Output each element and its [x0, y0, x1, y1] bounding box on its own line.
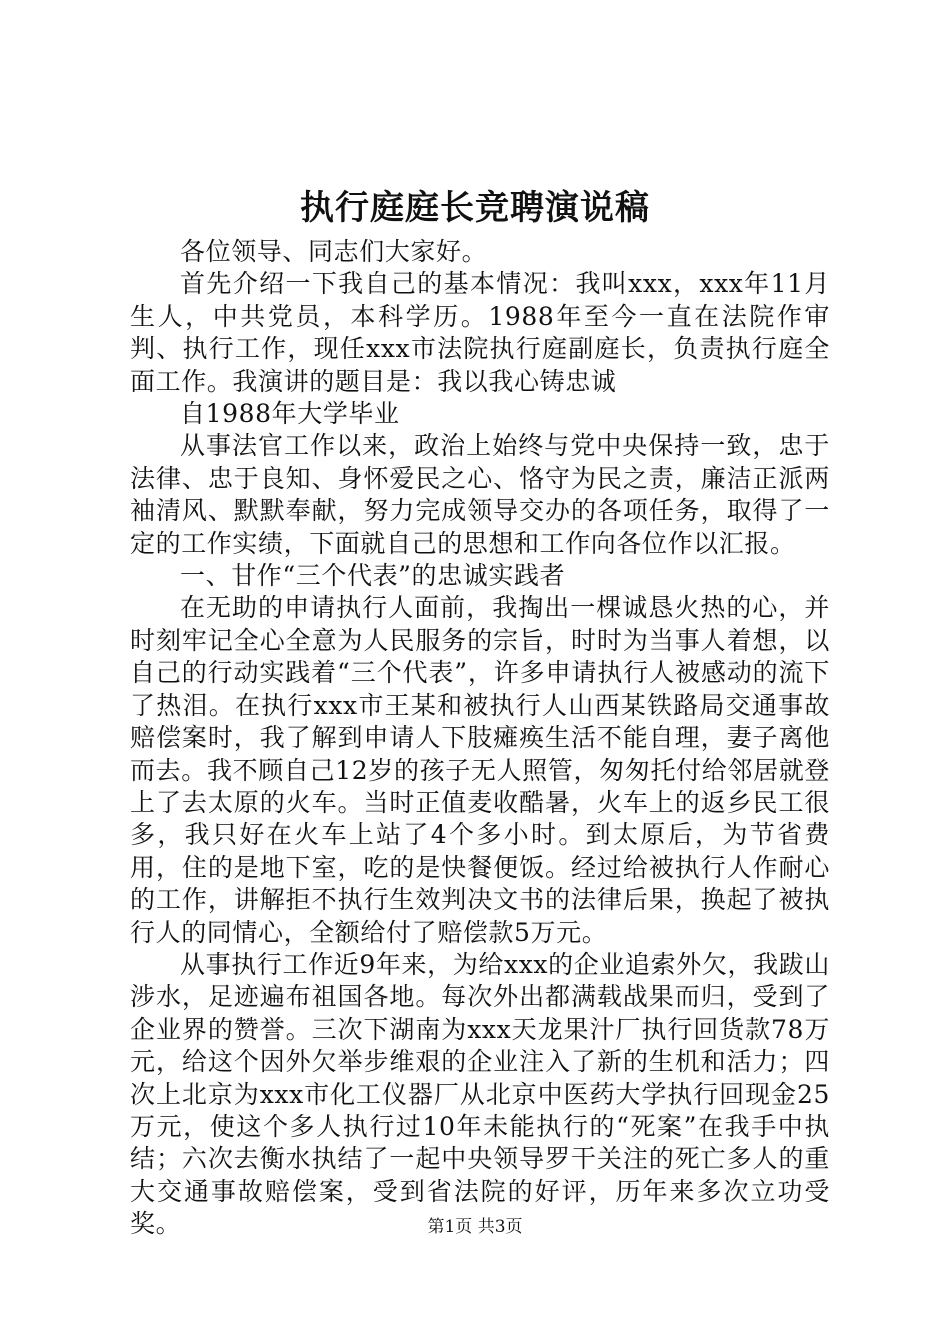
- paragraph-self-introduction: 首先介绍一下我自己的基本情况：我叫xxx，xxx年11月生人，中共党员，本科学历。1988年至今一直在法院作审判、执行工作，现任xxx市法院执行庭副庭长，负责执行庭全面工作。我演讲的题目是：我以我心铸忠诚: [130, 269, 830, 396]
- paragraph-work-summary: 从事法官工作以来，政治上始终与党中央保持一致，忠于法律、忠于良知、身怀爱民之心、恪守为民之责，廉洁正派两袖清风、默默奉献，努力完成领导交办的各项任务，取得了一定的工作实绩，下面就自己的思想和工作向各位作以汇报。: [130, 431, 830, 558]
- section-heading-one: 一、甘作“三个代表”的忠诚实践者: [180, 561, 566, 591]
- document-body: [130, 236, 830, 1241]
- paragraph-graduation: 自1988年大学毕业: [180, 399, 400, 429]
- paragraph-greeting: 各位领导、同志们大家好。: [180, 237, 488, 266]
- page-footer: 第1页 共3页: [427, 1217, 523, 1237]
- document-title: 执行庭庭长竞聘演说稿: [300, 188, 650, 228]
- paragraph-execution-achievements: 从事执行工作近9年来，为给xxx的企业追索外欠，我跋山涉水，足迹遍布祖国各地。每次外出都满载战果而归，受到了企业界的赞誉。三次下湖南为xxx天龙果汁厂执行回货款78万元，给这个因外欠举步维艰的企业注入了新的生机和活力；四次上北京为xxx市化工仪器厂从北京中医药大学执行回现金25万元，使这个多人执行过10年未能执行的“死案”在我手中执结；六次去衡水执结了一起中央领导罗干关注的死亡多人的重大交通事故赔偿案，受到省法院的好评，历年来多次立功受奖。: [130, 949, 830, 1239]
- paragraph-case-story: 在无助的申请执行人面前，我掏出一棵诚恳火热的心，并时刻牢记全心全意为人民服务的宗旨，时时为当事人着想，以自己的行动实践着“三个代表”，许多申请执行人被感动的流下了热泪。在执行xxx市王某和被执行人山西某铁路局交通事故赔偿案时，我了解到申请人下肢瘫痪生活不能自理，妻子离他而去。我不顾自己12岁的孩子无人照管，匆匆托付给邻居就登上了去太原的火车。当时正值麦收酷暑，火车上的返乡民工很多，我只好在火车上站了4个多小时。到太原后，为节省费用，住的是地下室，吃的是快餐便饭。经过给被执行人作耐心的工作，讲解拒不执行生效判决文书的法律后果，换起了被执行人的同情心，全额给付了赔偿款5万元。: [130, 593, 830, 947]
